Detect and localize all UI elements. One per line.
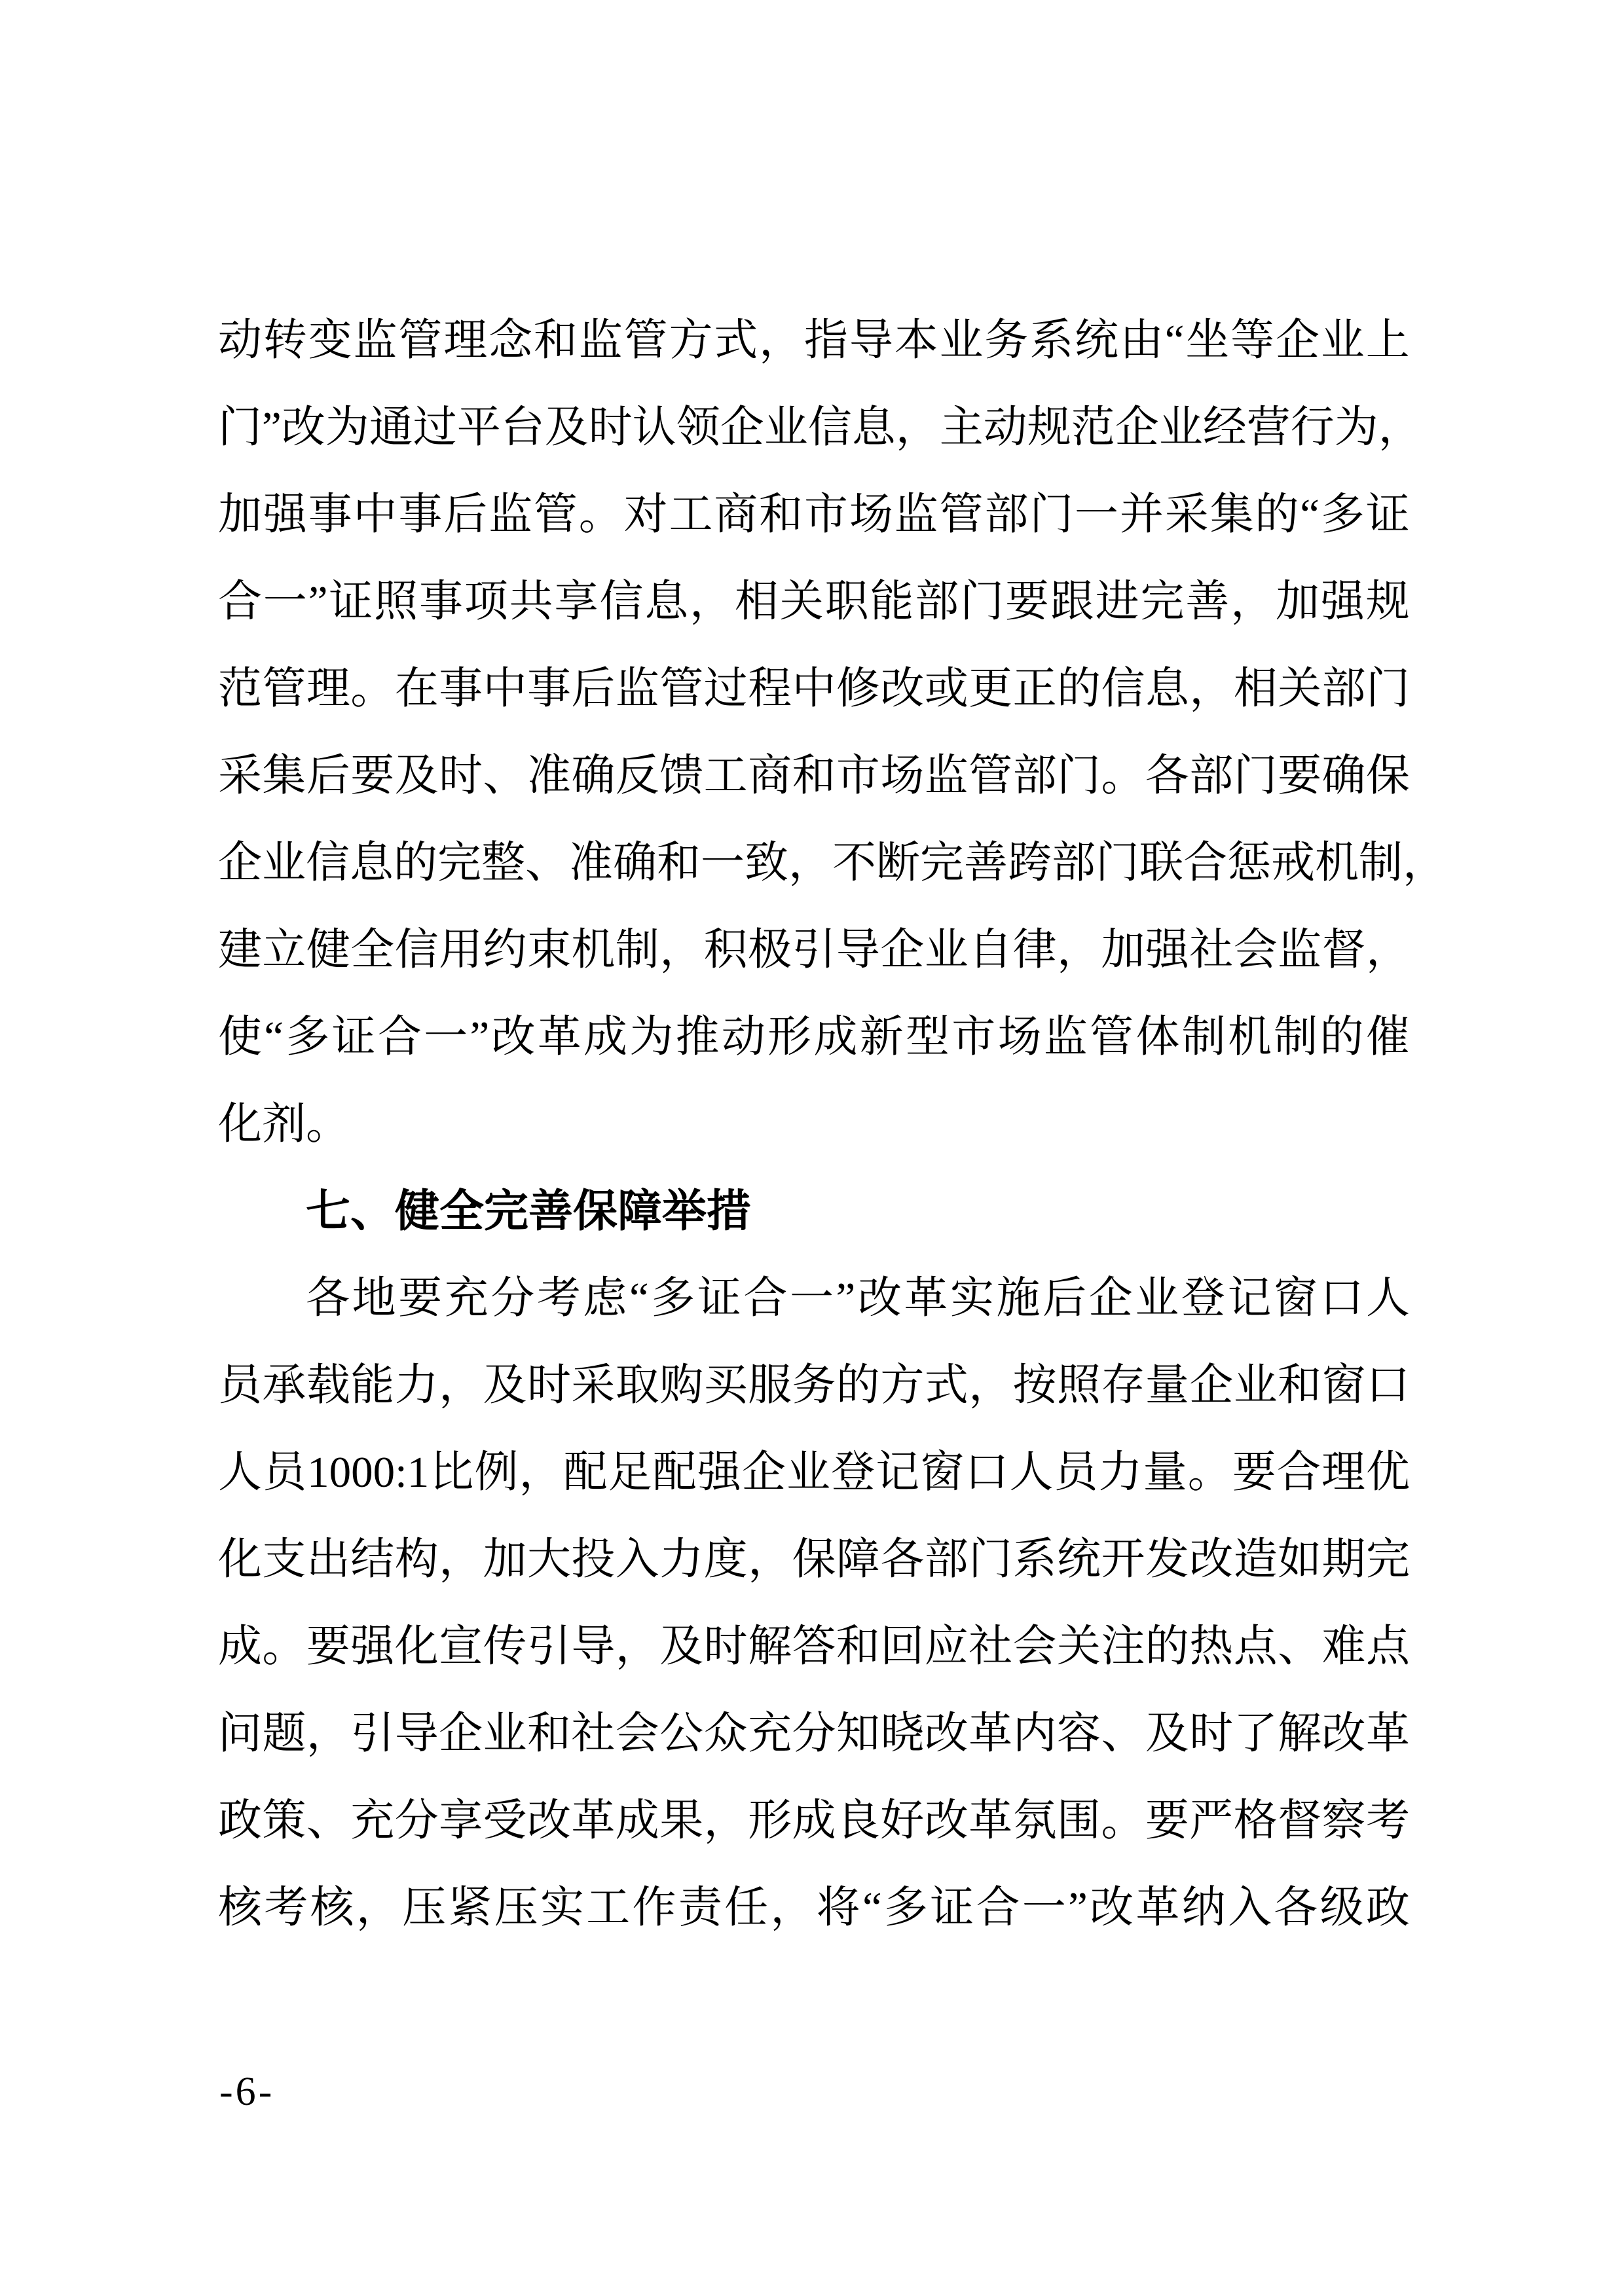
body-line: 采 集 后 要 及 时 、 准 确 反 馈 工 商 和 市 场 监 管 部 门 。 各 部 门 要 确 保 xyxy=(218,752,1410,800)
body-line: 企 业 信 息 的 完 整 、 准 确 和 一 致 ， 不 断 完 善 跨 部 门 联 合 惩 戒 机 制 ， xyxy=(218,839,1447,887)
body-text-block xyxy=(218,297,1447,1952)
body-line: 化 支 出 结 构 ， 加 大 投 入 力 度 ， 保 障 各 部 门 系 统 开 发 改 造 如 期 完 xyxy=(218,1535,1410,1584)
body-line: 加 强 事 中 事 后 监 管 。 对 工 商 和 市 场 监 管 部 门 一 并 采 集 的 “ 多 证 xyxy=(218,490,1410,539)
body-line: 范 管 理 。 在 事 中 事 后 监 管 过 程 中 修 改 或 更 正 的 信 息 ， 相 关 部 门 xyxy=(218,665,1410,713)
body-line: 门 ” 改 为 通 过 平 台 及 时 认 领 企 业 信 息 ， 主 动 规 范 企 业 经 营 行 为 ， xyxy=(218,403,1422,452)
body-line: 建 立 健 全 信 用 约 束 机 制 ， 积 极 引 导 企 业 自 律 ， 加 强 社 会 监 督 ， xyxy=(218,926,1410,974)
body-line: 问 题 ， 引 导 企 业 和 社 会 公 众 充 分 知 晓 改 革 内 容 、 及 时 了 解 改 革 xyxy=(218,1709,1410,1758)
body-line: 核 考 核 ， 压 紧 压 实 工 作 责 任 ， 将 “ 多 证 合 一 ” 改 革 纳 入 各 级 政 xyxy=(218,1884,1410,1932)
body-line: 政 策 、 充 分 享 受 改 革 成 果 ， 形 成 良 好 改 革 氛 围 。 要 严 格 督 察 考 xyxy=(218,1796,1410,1845)
body-line: 成 。 要 强 化 宣 传 引 导 ， 及 时 解 答 和 回 应 社 会 关 注 的 热 点 、 难 点 xyxy=(218,1622,1410,1671)
body-line: 员 承 载 能 力 ， 及 时 采 取 购 买 服 务 的 方 式 ， 按 照 存 量 企 业 和 窗 口 xyxy=(218,1361,1410,1410)
body-line: 使 “ 多 证 合 一 ” 改 革 成 为 推 动 形 成 新 型 市 场 监 管 体 制 机 制 的 催 xyxy=(218,1013,1410,1061)
body-line: 各 地 要 充 分 考 虑 “ 多 证 合 一 ” 改 革 实 施 后 企 业 登 记 窗 口 人 xyxy=(306,1274,1410,1322)
page-number: -6- xyxy=(219,2069,275,2114)
section-heading: 七、健全完善保障举措 xyxy=(306,1186,752,1236)
body-line: 化剂。 xyxy=(218,1100,350,1148)
body-line: 动 转 变 监 管 理 念 和 监 管 方 式 ， 指 导 本 业 务 系 统 由 “ 坐 等 企 业 上 xyxy=(218,316,1410,365)
body-line: 合 一 ” 证 照 事 项 共 享 信 息 ， 相 关 职 能 部 门 要 跟 进 完 善 ， 加 强 规 xyxy=(218,577,1410,626)
body-line: 人 员 1000:1 比 例 ， 配 足 配 强 企 业 登 记 窗 口 人 员 力 量 。 要 合 理 优 xyxy=(218,1448,1410,1497)
